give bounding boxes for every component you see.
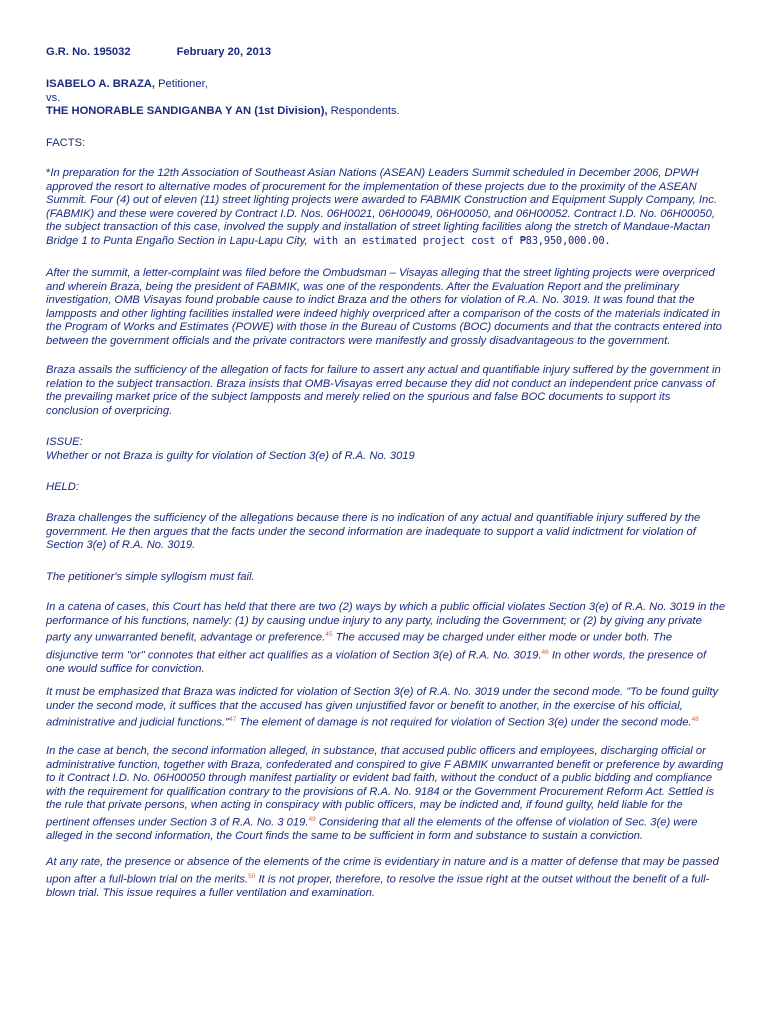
project-cost: with an estimated project cost of ₱83,950,000.00. [307,234,611,247]
held-text-4a: It must be emphasized that Braza was indicted for violation of Section 3(e) of R.A. No. 3019 under the second mode. "To be found guilty under the second mode, it suffices that the accused has given unjustified favor or benefit to another, in the exercise of his official, administrative and judicial functions." [46,686,719,729]
footnote-ref-47[interactable]: 47 [229,716,237,724]
held-text-5b: Considering that all the elements of the offense of violation of Sec. 3(e) were alleged in the second information, the Court finds the same to be sufficient in form and substance to sustain a conviction. [46,816,698,843]
held-paragraph-1: Braza challenges the sufficiency of the allegations because there is no indication of any actual and quantifiable injury suffered by the government. He then argues that the facts under the second information are inadequate to support a valid indictment for violation of Section 3(e) of R.A. No. 3019. [46,512,701,552]
footnote-ref-45[interactable]: 45 [325,631,333,639]
held-text-3a: In a catena of cases, this Court has held that there are two (2) ways by which a public official violates Section 3(e) of R.A. No. 3019 in the performance of his functions, namely: (1) by causing undue injury to any party, including the Government; or (2) by giving any private party any unwarranted benefit, advantage or preference. [46,601,726,644]
held-text-6a: At any rate, the presence or absence of the elements of the crime is evidentiary in nature and is a matter of defense that may be passed upon after a full-blown trial on the merits. [46,856,719,886]
respondent-name: THE HONORABLE SANDIGANBA Y AN (1st Division), [46,105,328,118]
petitioner-line [46,78,726,92]
facts-paragraph-3: Braza assails the sufficiency of the allegation of facts for failure to assert any actual and quantifiable injury suffered by the government in relation to the subject transaction. Braza insists that OMB-Visayas erred because they did not conduct an independent price canvass of the prevailing market price of the subject lampposts and merely relied on the spurious and false BOC documents to support its conclusion of overpricing. [46,364,721,417]
held-heading: HELD: [46,481,79,493]
vs-line: vs. [46,91,61,104]
held-text-4b: The element of damage is not required for violation of Section 3(e) under the second mode. [236,716,692,729]
petitioner-role: Petitioner, [154,78,208,90]
issue-text: Whether or not Braza is guilty for violation of Section 3(e) of R.A. No. 3019 [46,449,415,462]
held-text-5a: In the case at bench, the second information alleged, in substance, that accused public officers and employees, discharging official or administrative function, together with Braza, confederated and conspired to give F ABMIK unwarranted benefit or preference by awarding to it Contract I.D. No. 06H00050 through manifest partiality or evident bad faith, without the conduct of a public bidding and compliance with the requirement for qualification contrary to the provisions of R.A. No. 9184 or the Government Procurement Reform Act. Settled is the rule that private persons, when acting in conspiracy with public officers, may be indicted and, if found guilty, held liable for the pertinent offenses under Section 3 of R.A. No. 3 019. [46,745,724,829]
issue-heading: ISSUE: [46,436,83,448]
facts-paragraph-1 [46,167,726,249]
footnote-ref-46[interactable]: 46 [541,648,549,656]
issue-section [46,436,726,463]
footnote-ref-48[interactable]: 48 [691,716,699,724]
parties [46,78,726,119]
respondent-role: Respondents. [327,105,400,118]
facts-heading: FACTS: [46,137,86,149]
footnote-ref-49[interactable]: 49 [308,815,316,823]
facts-text-1: In preparation for the 12th Association of Southeast Asian Nations (ASEAN) Leaders Summit scheduled in December 2006, DPWH approved the resort to alternative modes of procurement for the implementation of these projects due to the proximity of the ASEAN Summit. Four (4) out of eleven (11) street lighting projects were awarded to FABMIK Construction and Equipment Supply Company, Inc. (FABMIK) and these were covered by Contract I.D. Nos. 06H0021, 06H00049, 06H00050, and 06H00052. Contract I.D. No. 06H00050, the subject transaction of this case, involved the supply and installation of street lighting facilities along the stretch of Mandaue-Mactan Bridge 1 to Punta Engaño Section in Lapu-Lapu City, [46,167,717,247]
case-header [46,46,726,60]
decision-date: February 20, 2013 [176,46,272,58]
facts-marker: * [46,167,51,179]
petitioner-name: ISABELO A. BRAZA, [46,78,155,90]
footnote-ref-50[interactable]: 50 [248,872,256,880]
held-text-3c: In other words, the presence of one would suffice for conviction. [46,649,707,675]
held-paragraph-4 [46,686,726,731]
facts-paragraph-2: After the summit, a letter-complaint was filed before the Ombudsman – Visayas alleging that the street lighting projects were overpriced and wherein Braza, being the president of FABMIK, was one of the respondents. After the Evaluation Report and the preliminary investigation, OMB Visayas found probable cause to indict Braza and the others for violation of R.A. No. 3019. It was found that the lampposts and other lighting facilities installed were indeed highly overpriced after a comparison of the costs of the materials indicated in the Program of Works and Estimates (POWE) with those in the Bureau of Customs (BOC) documents and that the contracts entered into between the government officials and the private contractors were manifestly and grossly disadvantageous to the government. [46,267,722,347]
held-paragraph-2: The petitioner's simple syllogism must fail. [46,571,255,583]
held-text-6b: It is not proper, therefore, to resolve the issue right at the outset without the benefit of a full-blown trial. This issue requires a fuller ventilation and examination. [46,873,710,899]
held-paragraph-5 [46,745,726,844]
held-paragraph-3 [46,601,726,676]
respondent-line [46,105,726,119]
gr-number: G.R. No. 195032 [46,46,131,58]
held-paragraph-6 [46,856,726,901]
held-text-3b: The accused may be charged under either mode or under both. The disjunctive term "or" connotes that either act qualifies as a violation of Section 3(e) of R.A. No. 3019. [46,631,673,662]
